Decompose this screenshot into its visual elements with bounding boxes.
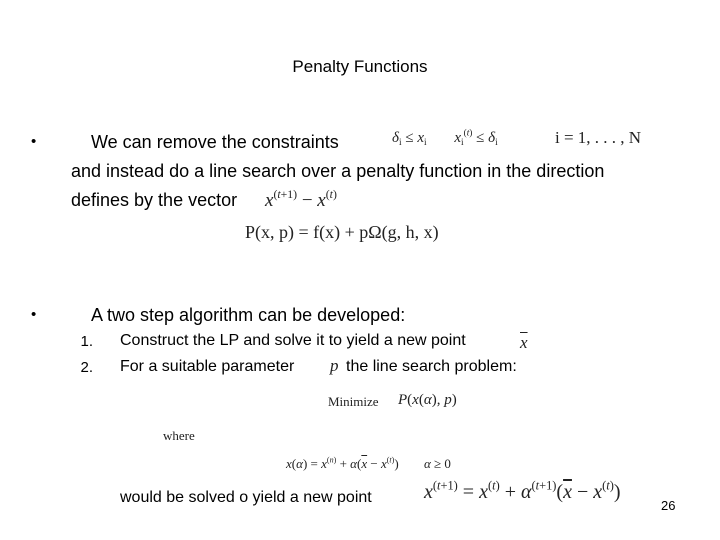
step-number: 1. (80, 333, 93, 350)
parameter-p: p (330, 356, 339, 375)
minimize-label: Minimize (328, 394, 379, 409)
bullet-2-line-1: A two step algorithm can be developed: (91, 305, 406, 325)
page-title: Penalty Functions (292, 57, 428, 76)
bullet-1-line-2: and instead do a line search over a penalty function in the direction (71, 161, 605, 181)
line-search-definition: $x(\alpha) = x^{(n)} + \alpha(\overline{x} - x^{(t)}) \alpha \ge 0$ (286, 455, 451, 471)
where-label: where (163, 428, 195, 443)
minimize-objective: P(x(α), p) (398, 392, 457, 408)
direction-vector: $x^{(t+1)} - x^{(t)}$ (265, 187, 337, 211)
step-2-text-after: the line search problem: (346, 358, 517, 375)
step-number: 2. (80, 359, 93, 376)
page-number: 26 (661, 498, 676, 513)
new-point-xbar: $\overline{x}$ (520, 333, 528, 352)
bullet-marker: • (31, 306, 37, 323)
step-1-text: Construct the LP and solve it to yield a new point (120, 332, 466, 349)
bullet-1-line-3: defines by the vector (71, 190, 238, 210)
penalty-function-equation: P(x, p) = f(x) + pΩ(g, h, x) (245, 222, 439, 242)
bullet-marker: • (31, 133, 37, 150)
step-2-text: For a suitable parameter (120, 358, 295, 375)
update-equation: $x^{(t+1)} = x^{(t)} + \alpha^{(t+1)}(\overline{x} - x^{(t)})$ (424, 478, 621, 503)
bullet-1-line-1: We can remove the constraints (91, 132, 339, 152)
constraint-inequality: $\delta_i \le x_i$ $x_i^{(t)} \le \delta_i$ (392, 128, 498, 148)
constraint-index-range: i = 1, . . . , N (555, 128, 642, 147)
closing-text: would be solved o yield a new point (120, 489, 372, 506)
